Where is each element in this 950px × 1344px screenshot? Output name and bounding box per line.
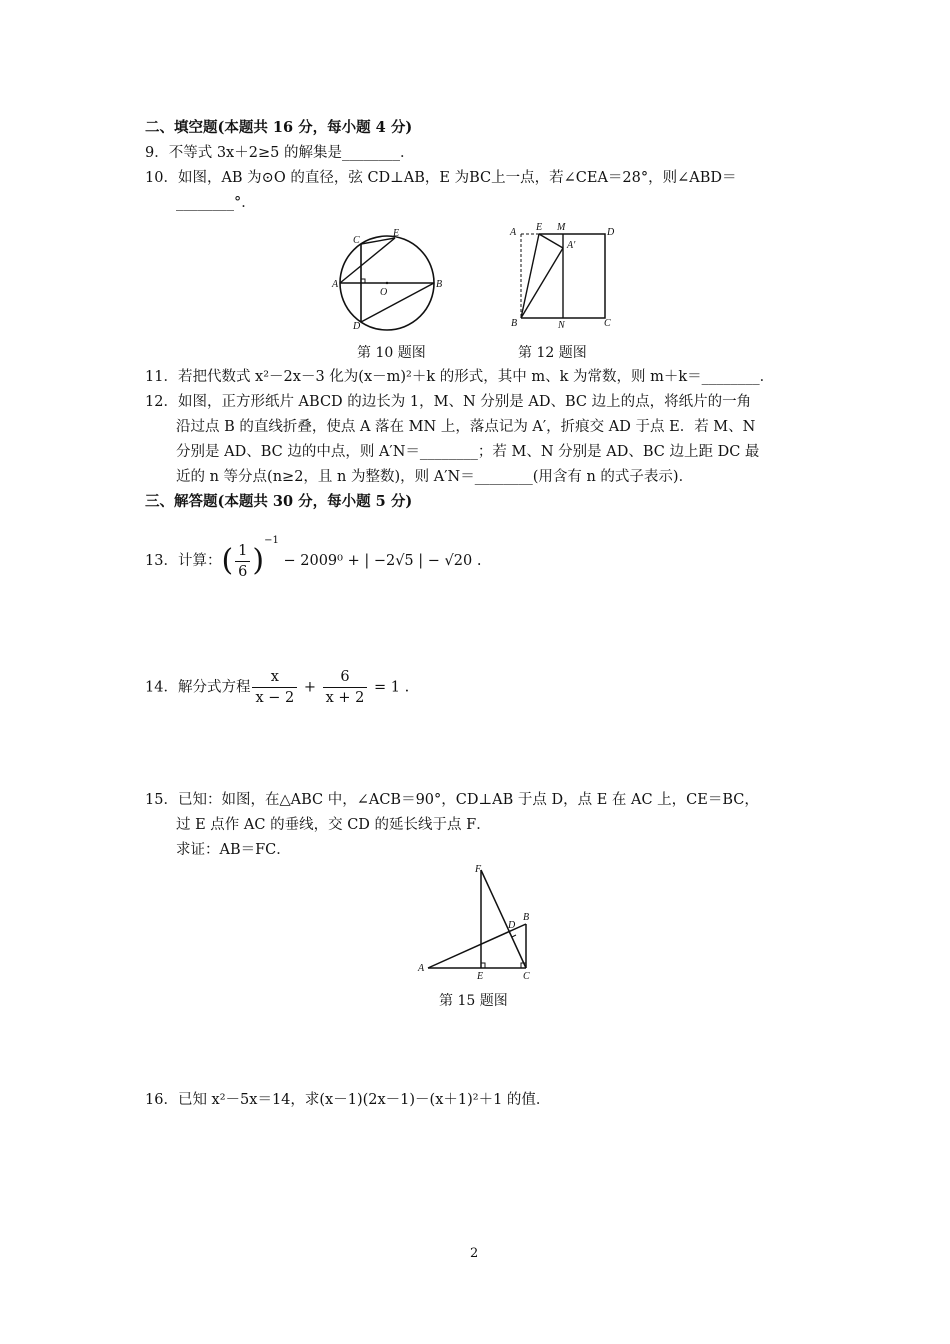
label-d: D [353,321,361,332]
label-m: M [557,222,566,233]
label-a: A [510,227,517,238]
label-b: B [523,912,530,923]
label-c: C [523,971,530,982]
q14-rest: = 1 . [374,679,410,696]
question-9: 9．不等式 3x＋2≥5 的解集是________． [145,145,415,161]
section3-heading: 三、解答题(本题共 30 分，每小题 5 分) [145,493,413,510]
question-14: 14．解分式方程 $\frac{x}{x - 2}$ + $\frac{6}{x + 2}$ = 1 . [145,669,410,706]
segment-bd [361,283,434,322]
label-b: B [436,279,443,290]
label-c: C [353,235,360,246]
label-d: D [607,227,615,238]
label-c: C [604,318,611,329]
question-12-line3: 分别是 AD、BC 边的中点，则 A′N＝________；若 M、N 分别是 AD、BC 边上距 DC 最 [176,444,760,460]
q13-fraction: $\frac{1}{6}$ [235,541,250,582]
question-12-line4: 近的 n 等分点(n≥2，且 n 为整数)，则 A′N＝________(用含有 n 的式子表示)． [176,469,694,485]
label-e: E [536,222,543,233]
question-15-line3: 求证：AB＝FC． [176,842,291,858]
label-o: O [380,287,388,298]
page-number: 2 [470,1246,479,1261]
question-15-line1: 15．已知：如图，在△ABC 中，∠ACB＝90°，CD⊥AB 于点 D，点 E 在 AC 上，CE＝BC， [145,792,759,808]
label-f: F [475,864,482,875]
figure-12 [508,222,623,332]
question-10-line2: ________°． [176,195,256,211]
question-16: 16．已知 x²－5x＝14，求(x－1)(2x－1)－(x＋1)²＋1 的值． [145,1092,551,1108]
question-13: 13．计算：( $\frac{1}{6}$ )$^{-1}$ − 2009⁰ + | −2√5 | − √20 . [145,535,482,580]
label-a: A [418,963,425,974]
segment-ea [340,238,395,283]
label-a: A [332,279,339,290]
fold-ba [521,248,563,318]
q13-rest: − 2009⁰ + | −2√5 | − √20 . [283,553,482,569]
center-dot [386,282,388,284]
q14-prefix: 14．解分式方程 [145,679,251,696]
question-11: 11．若把代数式 x²－2x－3 化为(x－m)²＋k 的形式，其中 m、k 为常数，则 m＋k＝________． [145,369,775,385]
figure-15 [415,862,540,982]
q14-fraction-2: $\frac{6}{x + 2}$ [323,667,368,708]
fold-be [521,234,539,318]
q13-prefix: 13．计算： [145,553,222,569]
q14-fraction-1: $\frac{x}{x - 2}$ [252,667,297,708]
label-b: B [511,318,518,329]
label-n: N [558,320,565,331]
figure-12-caption: 第 12 题图 [518,345,587,361]
figure-10-caption: 第 10 题图 [357,345,426,361]
question-10-line1: 10．如图，AB 为⊙O 的直径，弦 CD⊥AB，E 为BC上一点，若∠CEA＝28°，则∠ABD＝ [145,170,737,186]
label-e: E [477,971,484,982]
question-15-line2: 过 E 点作 AC 的垂线，交 CD 的延长线于点 F． [176,817,491,833]
segment-fc [481,870,526,968]
q13-exponent: −1 [264,535,279,546]
label-a-prime: A′ [567,240,576,251]
label-e: E [393,228,400,239]
question-12-line2: 沿过点 B 的直线折叠，使点 A 落在 MN 上，落点记为 A′，折痕交 AD 于点 E．若 M、N [176,419,756,435]
figure-15-caption: 第 15 题图 [439,993,508,1009]
section2-heading: 二、填空题(本题共 16 分，每小题 4 分) [145,119,413,136]
figure-10 [330,228,450,338]
label-d: D [508,920,516,931]
fold-ea [539,234,563,248]
question-12-line1: 12．如图，正方形纸片 ABCD 的边长为 1，M、N 分别是 AD、BC 边上的点，将纸片的一角 [145,394,752,410]
